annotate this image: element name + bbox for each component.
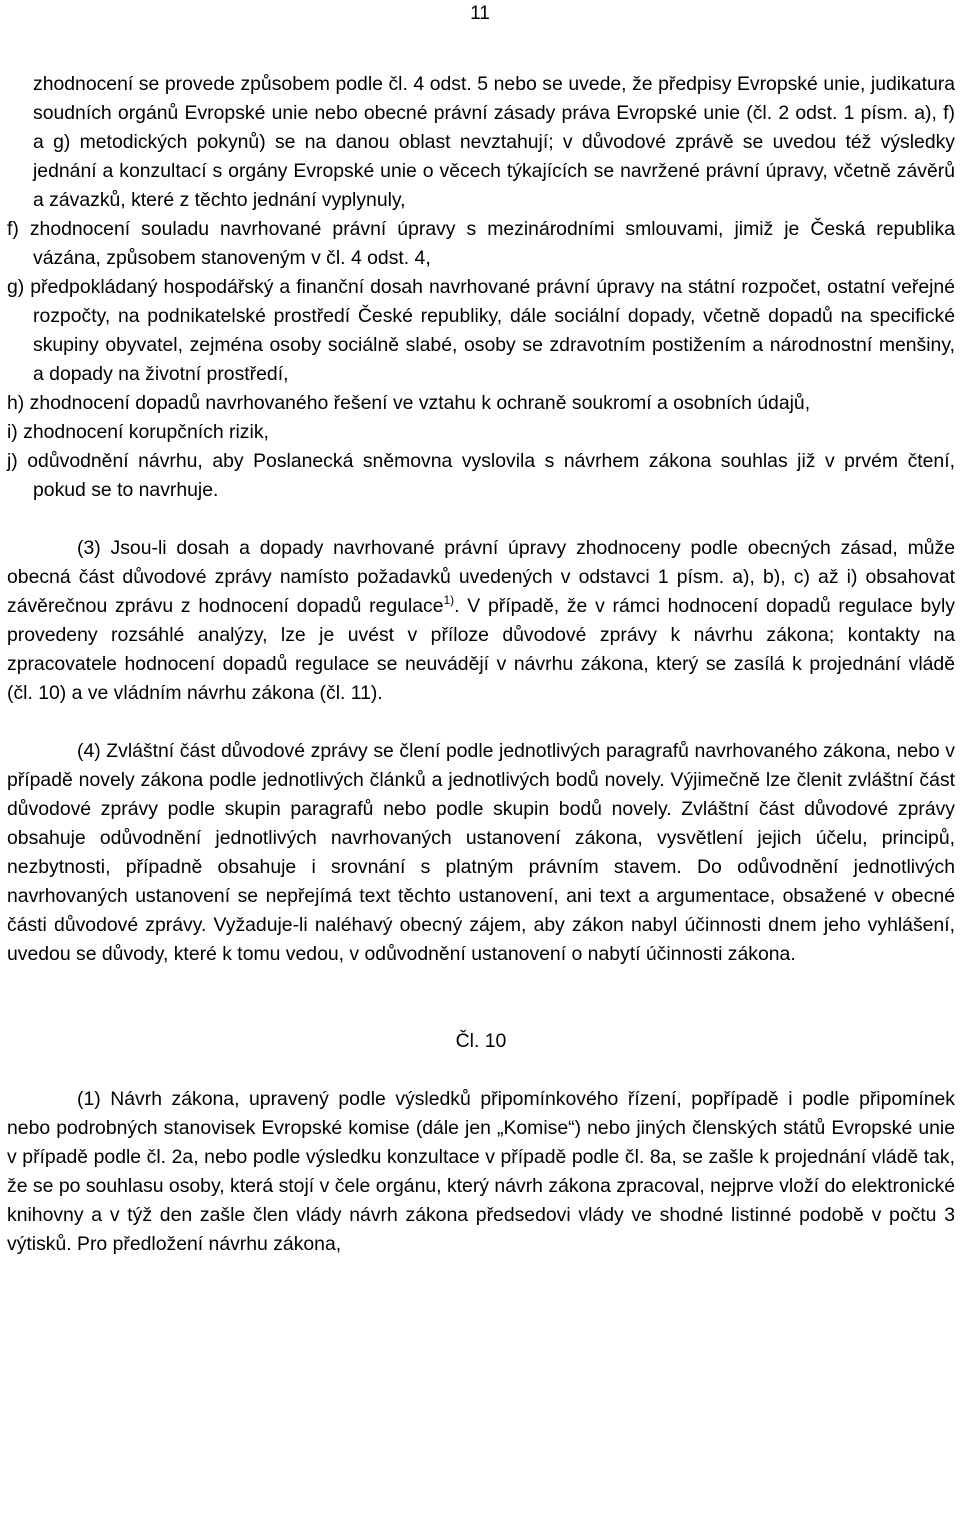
article-paragraph-1: (1) Návrh zákona, upravený podle výsledků připomínkového řízení, popřípadě i podle připomínek nebo podrobných stanovisek Evropské komise (dále jen „Komise“) nebo jiných členských států Evropské unie v případě podle čl. 2a, nebo podle výsledku konzultace v případě podle čl. 8a, se zašle k projednání vládě tak, že se po souhlasu osoby, která stojí v čele orgánu, který návrh zákona zpracoval, nejprve vloží do elektronické knihovny a v týž den zašle člen vlády návrh zákona předsedovi vlády ve shodné listinné podobě v počtu 3 výtisků. Pro předložení návrhu zákona, bbox=[7, 1088, 955, 1255]
paragraph-4: (4) Zvláštní část důvodové zprávy se člení podle jednotlivých paragrafů navrhovaného zákona, nebo v případě novely zákona podle jednotlivých článků a jednotlivých bodů novely. Výjimečně lze členit zvláštní část důvodové zprávy podle skupin paragrafů nebo podle skupin bodů novely. Zvláštní část důvodové zprávy obsahuje odůvodnění jednotlivých navrhovaných ustanovení zákona, vysvětlení jejich účelu, principů, nezbytnosti, případně obsahuje i srovnání s platným právním stavem. Do odůvodnění jednotlivých navrhovaných ustanovení se nepřejímá text těchto ustanovení, ani text a argumentace, obsažené v obecné části důvodové zprávy. Vyžaduje-li naléhavý obecný zájem, aby zákon nabyl účinnosti dnem jeho vyhlášení, uvedou se důvody, které k tomu vedou, v odůvodnění ustanovení o nabytí účinnosti zákona. bbox=[7, 740, 955, 965]
spacer bbox=[7, 505, 955, 534]
list-item-i: i) zhodnocení korupčních rizik, bbox=[7, 421, 269, 443]
document-body bbox=[7, 70, 955, 1259]
continuation-paragraph: zhodnocení se provede způsobem podle čl. 4 odst. 5 nebo se uvede, že předpisy Evropské unie, judikatura soudních orgánů Evropské unie nebo obecné právní zásady práva Evropské unie (čl. 2 odst. 1 písm. a), f) a g) metodických pokynů) se na danou oblast nevztahují; v důvodové zprávě se uvedou též výsledky jednání a konzultací s orgány Evropské unie o věcech týkajících se navržené právní úpravy, včetně závěrů a závazků, které z těchto jednání vyplynuly, bbox=[33, 73, 955, 211]
list-item-h: h) zhodnocení dopadů navrhovaného řešení ve vztahu k ochraně soukromí a osobních údajů, bbox=[7, 392, 811, 414]
article-heading: Čl. 10 bbox=[455, 1030, 507, 1052]
footnote-reference: 1) bbox=[443, 592, 455, 607]
page-number: 11 bbox=[470, 3, 490, 24]
spacer bbox=[7, 969, 955, 998]
list-item-g: g) předpokládaný hospodářský a finanční dosah navrhované právní úpravy na státní rozpočet, ostatní veřejné rozpočty, na podnikatelské prostředí České republiky, dále sociální dopady, včetně dopadů na specifické skupiny obyvatel, zejména osoby sociálně slabé, osoby se zdravotním postižením a národnostní menšiny, a dopady na životní prostředí, bbox=[7, 276, 955, 385]
list-item-f: f) zhodnocení souladu navrhované právní úpravy s mezinárodními smlouvami, jimiž je Česká republika vázána, způsobem stanoveným v čl. 4 odst. 4, bbox=[7, 218, 955, 269]
paragraph-3 bbox=[7, 534, 955, 708]
paragraph-3-text-cont: . V případě, že v rámci hodnocení dopadů regulace byly provedeny rozsáhlé analýzy, lze je uvést v příloze důvodové zprávy k návrhu zákona; kontakty na zpracovatele hodnocení dopadů regulace se neuvádějí v návrhu zákona, který se zasílá k projednání vládě (čl. 10) a ve vládním návrhu zákona (čl. 11). bbox=[7, 595, 955, 704]
list-item-j: j) odůvodnění návrhu, aby Poslanecká sněmovna vyslovila s návrhem zákona souhlas již v prvém čtení, pokud se to navrhuje. bbox=[7, 450, 955, 501]
spacer bbox=[7, 998, 955, 1027]
spacer bbox=[7, 1056, 955, 1085]
spacer bbox=[7, 708, 955, 737]
paragraph-3-text: (3) Jsou-li dosah a dopady navrhované právní úpravy zhodnoceny podle obecných zásad, může obecná část důvodové zprávy namísto požadavků uvedených v odstavci 1 písm. a), b), c) až i) obsahovat závěrečnou zprávu z hodnocení dopadů regulace bbox=[7, 537, 955, 617]
